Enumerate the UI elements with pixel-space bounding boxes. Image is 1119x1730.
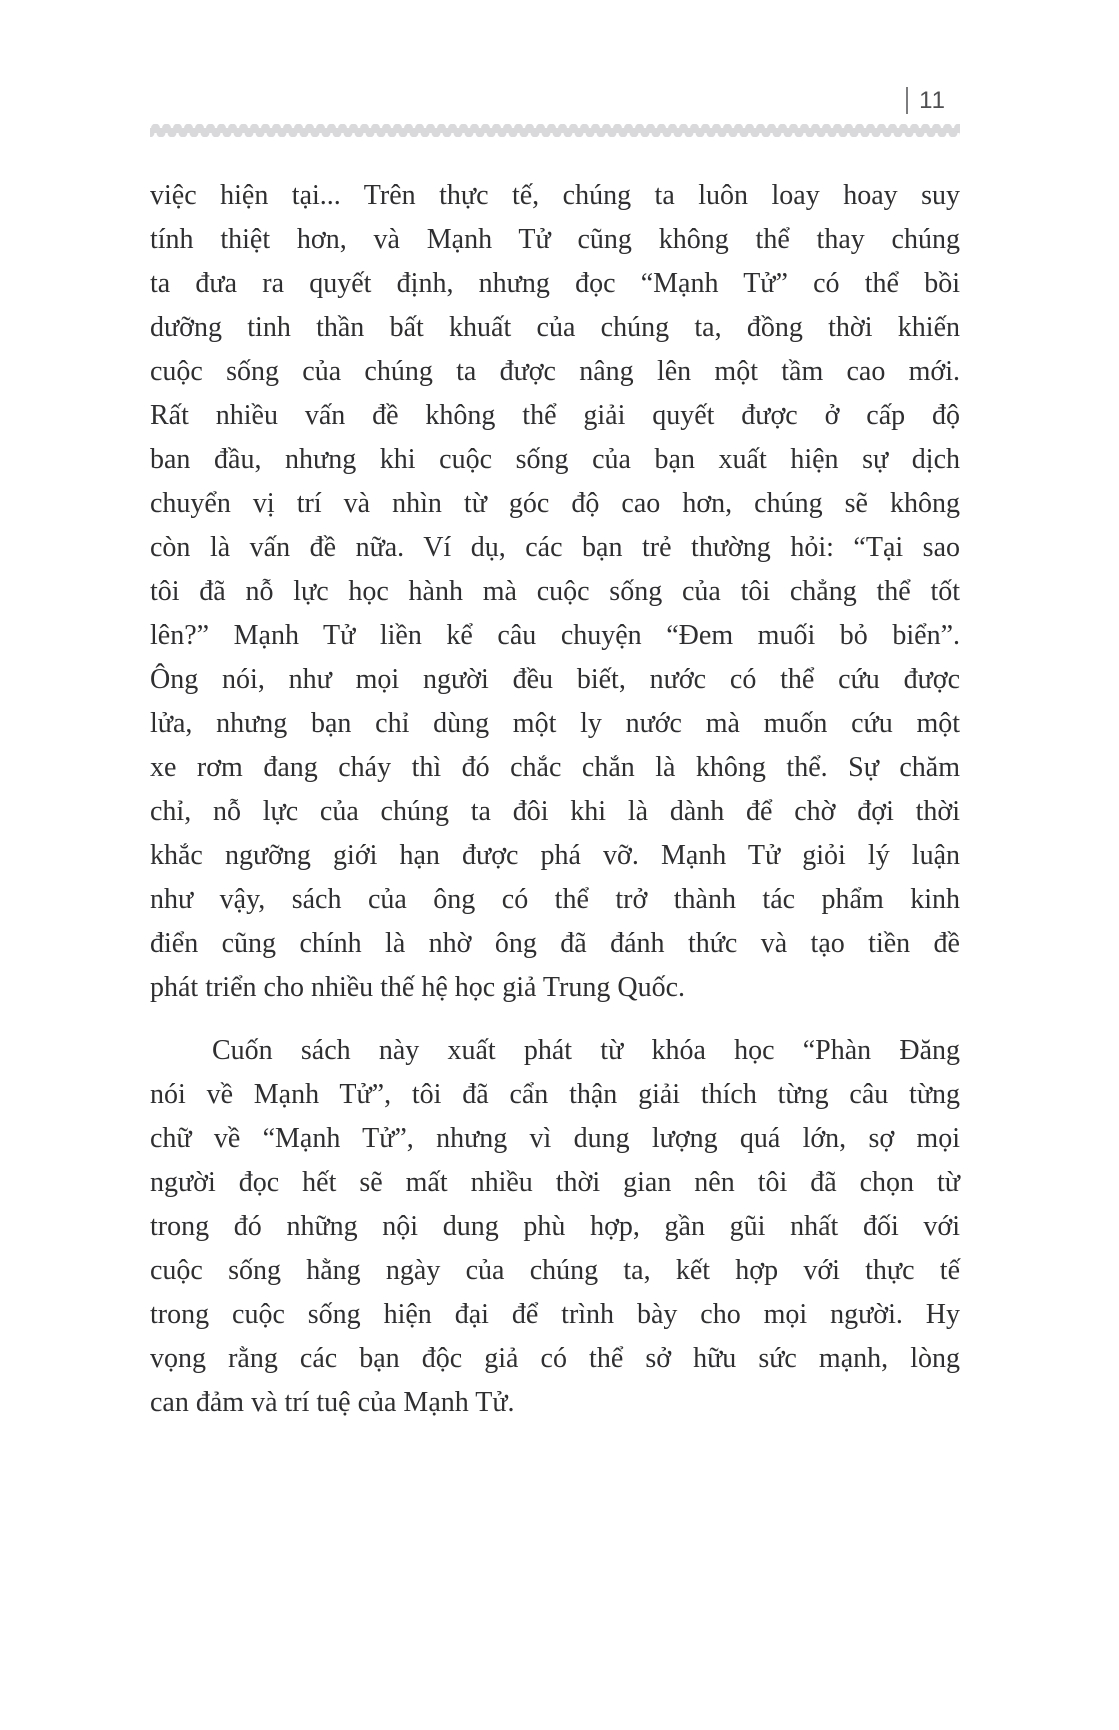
- text-line: vọng rằng các bạn độc giả có thể sở hữu sức mạnh, lòng: [150, 1343, 960, 1374]
- text-line: trong đó những nội dung phù hợp, gần gũi nhất đối với: [150, 1211, 960, 1242]
- text-line: Cuốn sách này xuất phát từ khóa học “Phàn Đăng: [212, 1035, 960, 1066]
- text-line: còn là vấn đề nữa. Ví dụ, các bạn trẻ thường hỏi: “Tại sao: [150, 532, 960, 563]
- text-line: nói về Mạnh Tử”, tôi đã cẩn thận giải thích từng câu từng: [150, 1079, 960, 1110]
- text-line: chỉ, nỗ lực của chúng ta đôi khi là dành để chờ đợi thời: [150, 796, 960, 827]
- text-line: cuộc sống hằng ngày của chúng ta, kết hợp với thực tế: [150, 1255, 960, 1286]
- text-line: ta đưa ra quyết định, nhưng đọc “Mạnh Tử” có thể bồi: [150, 268, 960, 299]
- book-page: [150, 84, 960, 1425]
- text-line: can đảm và trí tuệ của Mạnh Tử.: [150, 1387, 515, 1418]
- text-line: lên?” Mạnh Tử liền kể câu chuyện “Đem muối bỏ biển”.: [150, 620, 960, 651]
- text-line: Rất nhiều vấn đề không thể giải quyết được ở cấp độ: [150, 400, 960, 431]
- text-line: cuộc sống của chúng ta được nâng lên một tầm cao mới.: [150, 356, 960, 387]
- paragraph-2: [150, 1029, 960, 1425]
- paragraph-1: [150, 174, 960, 1010]
- page-header: [150, 84, 960, 116]
- text-line: trong cuộc sống hiện đại để trình bày cho mọi người. Hy: [150, 1299, 960, 1330]
- text-line: Ông nói, như mọi người đều biết, nước có thể cứu được: [150, 664, 960, 695]
- text-line: tôi đã nỗ lực học hành mà cuộc sống của tôi chẳng thể tốt: [150, 576, 960, 607]
- text-line: như vậy, sách của ông có thể trở thành tác phẩm kinh: [150, 884, 960, 915]
- text-line: ban đầu, nhưng khi cuộc sống của bạn xuất hiện sự dịch: [150, 444, 960, 475]
- text-line: tính thiệt hơn, và Mạnh Tử cũng không thể thay chúng: [150, 224, 960, 255]
- text-line: dưỡng tinh thần bất khuất của chúng ta, đồng thời khiến: [150, 312, 960, 343]
- text-line: chữ về “Mạnh Tử”, nhưng vì dung lượng quá lớn, sợ mọi: [150, 1123, 960, 1154]
- text-line: xe rơm đang cháy thì đó chắc chắn là không thể. Sự chăm: [150, 752, 960, 783]
- page-number: 11: [919, 86, 946, 114]
- text-line: người đọc hết sẽ mất nhiều thời gian nên tôi đã chọn từ: [150, 1167, 960, 1198]
- text-line: khắc ngưỡng giới hạn được phá vỡ. Mạnh Tử giỏi lý luận: [150, 840, 960, 871]
- text-line: điển cũng chính là nhờ ông đã đánh thức và tạo tiền đề: [150, 928, 960, 959]
- decorative-border-strip: [150, 124, 960, 137]
- body-text: [150, 174, 960, 1425]
- text-line: chuyển vị trí và nhìn từ góc độ cao hơn, chúng sẽ không: [150, 488, 960, 519]
- text-line: phát triển cho nhiều thế hệ học giả Trung Quốc.: [150, 972, 686, 1003]
- text-line: lửa, nhưng bạn chỉ dùng một ly nước mà muốn cứu một: [150, 708, 960, 739]
- text-line: việc hiện tại... Trên thực tế, chúng ta luôn loay hoay suy: [150, 180, 960, 211]
- page-number-separator: [906, 87, 908, 114]
